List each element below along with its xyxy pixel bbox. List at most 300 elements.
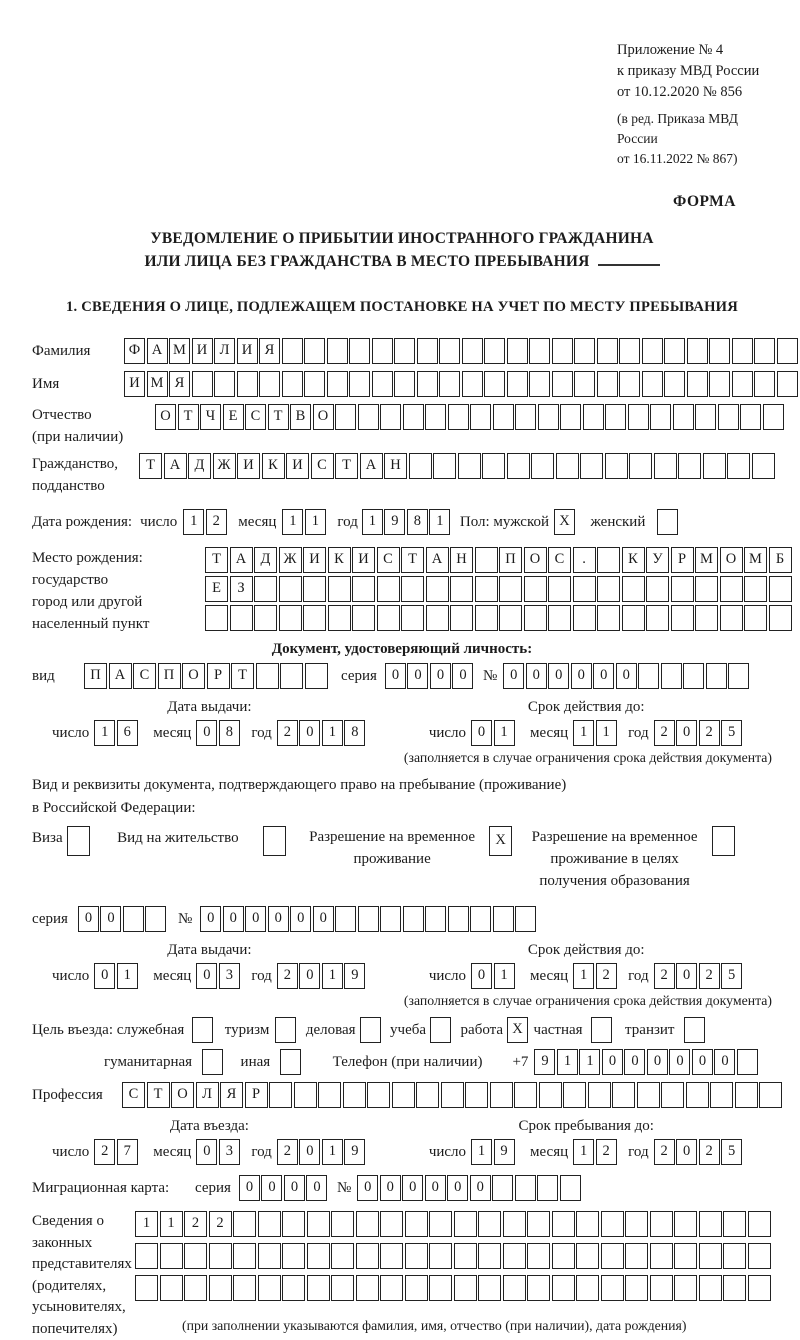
char-cell[interactable]: А: [426, 547, 449, 573]
char-cell[interactable]: С: [133, 663, 156, 689]
char-cell[interactable]: [699, 1211, 722, 1237]
char-cell[interactable]: 0: [290, 906, 311, 932]
char-cell[interactable]: Т: [231, 663, 254, 689]
char-cell[interactable]: 2: [277, 720, 298, 746]
char-cell[interactable]: [718, 404, 739, 430]
char-cell[interactable]: 0: [200, 906, 221, 932]
char-cell[interactable]: X: [489, 826, 512, 856]
char-cell[interactable]: [448, 906, 469, 932]
char-cell[interactable]: [588, 1082, 611, 1108]
char-cell[interactable]: [269, 1082, 292, 1108]
char-cell[interactable]: [425, 404, 446, 430]
char-cell[interactable]: [280, 663, 303, 689]
char-cell[interactable]: Н: [384, 453, 407, 479]
char-cell[interactable]: Т: [139, 453, 162, 479]
char-cell[interactable]: [622, 576, 645, 602]
char-cell[interactable]: [556, 453, 579, 479]
char-cell[interactable]: 1: [471, 1139, 492, 1165]
char-cell[interactable]: М: [169, 338, 190, 364]
char-cell[interactable]: [573, 576, 596, 602]
char-cell[interactable]: [769, 605, 792, 631]
char-cell[interactable]: 1: [573, 963, 594, 989]
char-cell[interactable]: [664, 338, 685, 364]
char-cell[interactable]: Л: [196, 1082, 219, 1108]
char-cell[interactable]: [580, 453, 603, 479]
char-cell[interactable]: 1: [160, 1211, 183, 1237]
char-cell[interactable]: [712, 826, 735, 856]
char-cell[interactable]: [135, 1275, 158, 1301]
char-cell[interactable]: [597, 371, 618, 397]
char-cell[interactable]: [367, 1082, 390, 1108]
char-cell[interactable]: 0: [714, 1049, 735, 1075]
char-cell[interactable]: 0: [94, 963, 115, 989]
char-cell[interactable]: Л: [214, 338, 235, 364]
char-cell[interactable]: Д: [188, 453, 211, 479]
char-cell[interactable]: [394, 371, 415, 397]
char-cell[interactable]: И: [237, 338, 258, 364]
char-cell[interactable]: 0: [380, 1175, 401, 1201]
char-cell[interactable]: [462, 371, 483, 397]
char-cell[interactable]: [748, 1243, 771, 1269]
char-cell[interactable]: 8: [344, 720, 365, 746]
char-cell[interactable]: [209, 1275, 232, 1301]
char-cell[interactable]: 1: [596, 720, 617, 746]
char-cell[interactable]: 7: [117, 1139, 138, 1165]
char-cell[interactable]: 0: [299, 963, 320, 989]
char-cell[interactable]: 2: [654, 1139, 675, 1165]
char-cell[interactable]: [695, 576, 718, 602]
char-cell[interactable]: К: [262, 453, 285, 479]
char-cell[interactable]: [184, 1275, 207, 1301]
char-cell[interactable]: [538, 404, 559, 430]
char-cell[interactable]: 0: [526, 663, 547, 689]
char-cell[interactable]: [687, 338, 708, 364]
char-cell[interactable]: [674, 1275, 697, 1301]
char-cell[interactable]: [209, 1243, 232, 1269]
char-cell[interactable]: 1: [322, 1139, 343, 1165]
char-cell[interactable]: [625, 1243, 648, 1269]
char-cell[interactable]: [484, 371, 505, 397]
char-cell[interactable]: Р: [207, 663, 230, 689]
char-cell[interactable]: [754, 371, 775, 397]
char-cell[interactable]: [328, 605, 351, 631]
char-cell[interactable]: [683, 663, 704, 689]
char-cell[interactable]: 2: [699, 1139, 720, 1165]
char-cell[interactable]: 9: [534, 1049, 555, 1075]
char-cell[interactable]: [601, 1211, 624, 1237]
char-cell[interactable]: [515, 404, 536, 430]
char-cell[interactable]: [429, 1211, 452, 1237]
char-cell[interactable]: [759, 1082, 782, 1108]
char-cell[interactable]: Ч: [200, 404, 221, 430]
char-cell[interactable]: [327, 338, 348, 364]
char-cell[interactable]: [507, 371, 528, 397]
char-cell[interactable]: .: [573, 547, 596, 573]
char-cell[interactable]: [723, 1211, 746, 1237]
char-cell[interactable]: [192, 1017, 213, 1043]
char-cell[interactable]: 1: [429, 509, 450, 535]
char-cell[interactable]: [380, 1243, 403, 1269]
char-cell[interactable]: [740, 404, 761, 430]
char-cell[interactable]: О: [182, 663, 205, 689]
char-cell[interactable]: [727, 453, 750, 479]
char-cell[interactable]: [475, 576, 498, 602]
char-cell[interactable]: Б: [769, 547, 792, 573]
char-cell[interactable]: 0: [602, 1049, 623, 1075]
char-cell[interactable]: [529, 338, 550, 364]
char-cell[interactable]: С: [377, 547, 400, 573]
char-cell[interactable]: 0: [357, 1175, 378, 1201]
char-cell[interactable]: [282, 1211, 305, 1237]
char-cell[interactable]: 0: [447, 1175, 468, 1201]
char-cell[interactable]: [405, 1275, 428, 1301]
char-cell[interactable]: [732, 371, 753, 397]
char-cell[interactable]: 0: [471, 963, 492, 989]
char-cell[interactable]: 0: [402, 1175, 423, 1201]
char-cell[interactable]: [230, 605, 253, 631]
char-cell[interactable]: [748, 1275, 771, 1301]
char-cell[interactable]: [769, 576, 792, 602]
char-cell[interactable]: Т: [401, 547, 424, 573]
char-cell[interactable]: О: [155, 404, 176, 430]
char-cell[interactable]: [263, 826, 286, 856]
char-cell[interactable]: [507, 453, 530, 479]
char-cell[interactable]: [654, 453, 677, 479]
char-cell[interactable]: 1: [305, 509, 326, 535]
char-cell[interactable]: 1: [494, 720, 515, 746]
char-cell[interactable]: [499, 576, 522, 602]
char-cell[interactable]: [560, 1175, 581, 1201]
char-cell[interactable]: [214, 371, 235, 397]
char-cell[interactable]: З: [230, 576, 253, 602]
char-cell[interactable]: Е: [205, 576, 228, 602]
char-cell[interactable]: 2: [184, 1211, 207, 1237]
char-cell[interactable]: К: [622, 547, 645, 573]
char-cell[interactable]: 0: [196, 1139, 217, 1165]
char-cell[interactable]: И: [192, 338, 213, 364]
char-cell[interactable]: [515, 1175, 536, 1201]
char-cell[interactable]: 5: [721, 963, 742, 989]
char-cell[interactable]: [380, 906, 401, 932]
char-cell[interactable]: [145, 906, 166, 932]
char-cell[interactable]: [703, 453, 726, 479]
char-cell[interactable]: [205, 605, 228, 631]
char-cell[interactable]: [256, 663, 279, 689]
char-cell[interactable]: 3: [219, 1139, 240, 1165]
char-cell[interactable]: 0: [78, 906, 99, 932]
char-cell[interactable]: [259, 371, 280, 397]
char-cell[interactable]: [527, 1243, 550, 1269]
char-cell[interactable]: [358, 906, 379, 932]
char-cell[interactable]: Ф: [124, 338, 145, 364]
char-cell[interactable]: [416, 1082, 439, 1108]
char-cell[interactable]: [515, 906, 536, 932]
char-cell[interactable]: [752, 453, 775, 479]
char-cell[interactable]: [552, 1243, 575, 1269]
char-cell[interactable]: [684, 1017, 705, 1043]
char-cell[interactable]: 0: [503, 663, 524, 689]
char-cell[interactable]: [674, 1243, 697, 1269]
char-cell[interactable]: [720, 605, 743, 631]
char-cell[interactable]: [254, 576, 277, 602]
char-cell[interactable]: 0: [245, 906, 266, 932]
char-cell[interactable]: [646, 576, 669, 602]
char-cell[interactable]: И: [124, 371, 145, 397]
char-cell[interactable]: 0: [196, 963, 217, 989]
char-cell[interactable]: [282, 1275, 305, 1301]
char-cell[interactable]: [192, 371, 213, 397]
char-cell[interactable]: [661, 663, 682, 689]
char-cell[interactable]: [254, 605, 277, 631]
char-cell[interactable]: [650, 1275, 673, 1301]
char-cell[interactable]: [258, 1211, 281, 1237]
char-cell[interactable]: Е: [223, 404, 244, 430]
char-cell[interactable]: 1: [117, 963, 138, 989]
char-cell[interactable]: 0: [571, 663, 592, 689]
char-cell[interactable]: [279, 576, 302, 602]
char-cell[interactable]: [331, 1275, 354, 1301]
char-cell[interactable]: [439, 371, 460, 397]
char-cell[interactable]: 1: [322, 720, 343, 746]
char-cell[interactable]: [482, 453, 505, 479]
char-cell[interactable]: 1: [494, 963, 515, 989]
char-cell[interactable]: [349, 371, 370, 397]
char-cell[interactable]: [356, 1275, 379, 1301]
char-cell[interactable]: [307, 1275, 330, 1301]
char-cell[interactable]: 0: [313, 906, 334, 932]
char-cell[interactable]: 0: [306, 1175, 327, 1201]
char-cell[interactable]: [307, 1243, 330, 1269]
char-cell[interactable]: [280, 1049, 301, 1075]
char-cell[interactable]: [401, 605, 424, 631]
char-cell[interactable]: [335, 404, 356, 430]
char-cell[interactable]: [123, 906, 144, 932]
char-cell[interactable]: [478, 1211, 501, 1237]
char-cell[interactable]: 0: [196, 720, 217, 746]
char-cell[interactable]: 2: [699, 963, 720, 989]
char-cell[interactable]: [360, 1017, 381, 1043]
char-cell[interactable]: [392, 1082, 415, 1108]
char-cell[interactable]: 9: [344, 963, 365, 989]
char-cell[interactable]: [352, 576, 375, 602]
char-cell[interactable]: [537, 1175, 558, 1201]
char-cell[interactable]: Д: [254, 547, 277, 573]
char-cell[interactable]: [352, 605, 375, 631]
char-cell[interactable]: 2: [654, 963, 675, 989]
char-cell[interactable]: [625, 1275, 648, 1301]
char-cell[interactable]: [619, 371, 640, 397]
char-cell[interactable]: 2: [596, 963, 617, 989]
char-cell[interactable]: [493, 906, 514, 932]
char-cell[interactable]: [625, 1211, 648, 1237]
char-cell[interactable]: [514, 1082, 537, 1108]
char-cell[interactable]: [723, 1243, 746, 1269]
char-cell[interactable]: [490, 1082, 513, 1108]
char-cell[interactable]: 8: [407, 509, 428, 535]
char-cell[interactable]: [583, 404, 604, 430]
char-cell[interactable]: [671, 576, 694, 602]
char-cell[interactable]: [377, 605, 400, 631]
char-cell[interactable]: 0: [548, 663, 569, 689]
char-cell[interactable]: [184, 1243, 207, 1269]
char-cell[interactable]: 2: [654, 720, 675, 746]
char-cell[interactable]: [478, 1275, 501, 1301]
char-cell[interactable]: Ж: [213, 453, 236, 479]
char-cell[interactable]: Р: [245, 1082, 268, 1108]
char-cell[interactable]: [531, 453, 554, 479]
char-cell[interactable]: 0: [223, 906, 244, 932]
char-cell[interactable]: 2: [277, 963, 298, 989]
char-cell[interactable]: [638, 663, 659, 689]
char-cell[interactable]: [409, 453, 432, 479]
char-cell[interactable]: [597, 338, 618, 364]
char-cell[interactable]: [492, 1175, 513, 1201]
char-cell[interactable]: [601, 1243, 624, 1269]
char-cell[interactable]: О: [720, 547, 743, 573]
char-cell[interactable]: [671, 605, 694, 631]
char-cell[interactable]: [673, 404, 694, 430]
char-cell[interactable]: У: [646, 547, 669, 573]
char-cell[interactable]: 0: [299, 1139, 320, 1165]
char-cell[interactable]: [529, 371, 550, 397]
char-cell[interactable]: [628, 404, 649, 430]
char-cell[interactable]: Я: [169, 371, 190, 397]
char-cell[interactable]: [380, 404, 401, 430]
char-cell[interactable]: Т: [178, 404, 199, 430]
char-cell[interactable]: [597, 547, 620, 573]
char-cell[interactable]: [328, 576, 351, 602]
char-cell[interactable]: [343, 1082, 366, 1108]
char-cell[interactable]: X: [554, 509, 575, 535]
char-cell[interactable]: [303, 605, 326, 631]
char-cell[interactable]: [417, 338, 438, 364]
char-cell[interactable]: [576, 1275, 599, 1301]
char-cell[interactable]: [503, 1243, 526, 1269]
char-cell[interactable]: С: [245, 404, 266, 430]
char-cell[interactable]: [597, 576, 620, 602]
char-cell[interactable]: Я: [259, 338, 280, 364]
char-cell[interactable]: 9: [494, 1139, 515, 1165]
char-cell[interactable]: [282, 371, 303, 397]
char-cell[interactable]: [401, 576, 424, 602]
char-cell[interactable]: [304, 338, 325, 364]
char-cell[interactable]: [744, 605, 767, 631]
char-cell[interactable]: Т: [205, 547, 228, 573]
char-cell[interactable]: [454, 1243, 477, 1269]
char-cell[interactable]: 0: [430, 663, 451, 689]
char-cell[interactable]: 9: [344, 1139, 365, 1165]
char-cell[interactable]: 0: [471, 720, 492, 746]
char-cell[interactable]: 1: [557, 1049, 578, 1075]
char-cell[interactable]: [735, 1082, 758, 1108]
char-cell[interactable]: [503, 1211, 526, 1237]
char-cell[interactable]: 0: [669, 1049, 690, 1075]
char-cell[interactable]: X: [507, 1017, 528, 1043]
char-cell[interactable]: [548, 576, 571, 602]
char-cell[interactable]: С: [122, 1082, 145, 1108]
char-cell[interactable]: [135, 1243, 158, 1269]
char-cell[interactable]: М: [695, 547, 718, 573]
char-cell[interactable]: [279, 605, 302, 631]
char-cell[interactable]: [331, 1211, 354, 1237]
char-cell[interactable]: [709, 338, 730, 364]
char-cell[interactable]: Т: [147, 1082, 170, 1108]
char-cell[interactable]: [650, 404, 671, 430]
char-cell[interactable]: Р: [671, 547, 694, 573]
char-cell[interactable]: [439, 338, 460, 364]
char-cell[interactable]: [493, 404, 514, 430]
char-cell[interactable]: 1: [579, 1049, 600, 1075]
char-cell[interactable]: 0: [299, 720, 320, 746]
char-cell[interactable]: [67, 826, 90, 856]
char-cell[interactable]: 0: [425, 1175, 446, 1201]
char-cell[interactable]: [258, 1243, 281, 1269]
char-cell[interactable]: [417, 371, 438, 397]
char-cell[interactable]: [475, 547, 498, 573]
char-cell[interactable]: 1: [183, 509, 204, 535]
char-cell[interactable]: [777, 371, 798, 397]
char-cell[interactable]: [275, 1017, 296, 1043]
char-cell[interactable]: [282, 338, 303, 364]
char-cell[interactable]: [650, 1243, 673, 1269]
char-cell[interactable]: [728, 663, 749, 689]
char-cell[interactable]: [720, 576, 743, 602]
char-cell[interactable]: [499, 605, 522, 631]
char-cell[interactable]: 0: [593, 663, 614, 689]
char-cell[interactable]: П: [499, 547, 522, 573]
char-cell[interactable]: 1: [282, 509, 303, 535]
char-cell[interactable]: [706, 663, 727, 689]
char-cell[interactable]: 6: [117, 720, 138, 746]
char-cell[interactable]: 9: [384, 509, 405, 535]
char-cell[interactable]: [597, 605, 620, 631]
char-cell[interactable]: [426, 605, 449, 631]
char-cell[interactable]: Т: [335, 453, 358, 479]
char-cell[interactable]: [372, 371, 393, 397]
char-cell[interactable]: [380, 1275, 403, 1301]
char-cell[interactable]: [576, 1211, 599, 1237]
char-cell[interactable]: [709, 371, 730, 397]
char-cell[interactable]: [674, 1211, 697, 1237]
char-cell[interactable]: [258, 1275, 281, 1301]
char-cell[interactable]: [642, 338, 663, 364]
char-cell[interactable]: [629, 453, 652, 479]
char-cell[interactable]: [458, 453, 481, 479]
char-cell[interactable]: [563, 1082, 586, 1108]
char-cell[interactable]: [748, 1211, 771, 1237]
char-cell[interactable]: 0: [676, 720, 697, 746]
char-cell[interactable]: [574, 338, 595, 364]
char-cell[interactable]: [233, 1243, 256, 1269]
char-cell[interactable]: П: [158, 663, 181, 689]
char-cell[interactable]: 5: [721, 720, 742, 746]
char-cell[interactable]: 1: [362, 509, 383, 535]
char-cell[interactable]: [737, 1049, 758, 1075]
char-cell[interactable]: Ж: [279, 547, 302, 573]
char-cell[interactable]: [524, 576, 547, 602]
char-cell[interactable]: [744, 576, 767, 602]
char-cell[interactable]: [552, 1275, 575, 1301]
char-cell[interactable]: [470, 404, 491, 430]
char-cell[interactable]: [282, 1243, 305, 1269]
char-cell[interactable]: [475, 605, 498, 631]
char-cell[interactable]: [356, 1243, 379, 1269]
char-cell[interactable]: 0: [261, 1175, 282, 1201]
char-cell[interactable]: [307, 1211, 330, 1237]
char-cell[interactable]: [777, 338, 798, 364]
char-cell[interactable]: [622, 605, 645, 631]
char-cell[interactable]: [377, 576, 400, 602]
